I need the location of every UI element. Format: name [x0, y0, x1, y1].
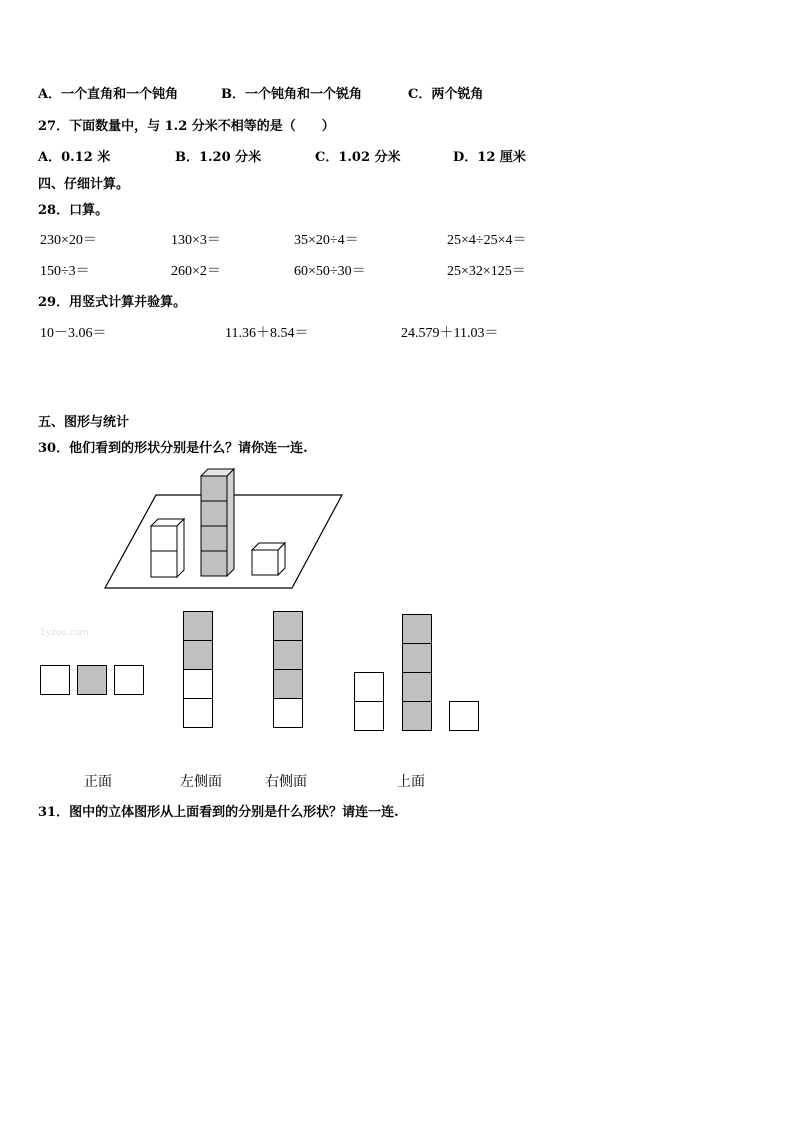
q29-expression: 11.36＋8.54＝	[225, 326, 309, 341]
q29-expression: 24.579＋11.03＝	[401, 326, 499, 341]
q28-expression: 25×4÷25×4＝	[447, 233, 527, 248]
watermark: 1yzoo.com	[40, 628, 89, 638]
view-option-1-square	[40, 665, 70, 695]
cube-arrangement-figure	[100, 464, 350, 594]
view-label-left: 左侧面	[180, 774, 222, 790]
q28-expression: 35×20÷4＝	[294, 233, 359, 248]
view-option-3-square	[273, 669, 303, 699]
q30-stem: 30．他们看到的形状分别是什么？请你连一连.	[38, 441, 308, 456]
view-label-right: 右侧面	[265, 774, 307, 790]
view-option-4-square	[402, 672, 432, 702]
view-option-4-square	[402, 701, 432, 731]
view-option-3-square	[273, 640, 303, 670]
view-option-4-square	[449, 701, 479, 731]
view-option-1-square	[77, 665, 107, 695]
view-option-2-square	[183, 611, 213, 641]
q26-option-a: A．一个直角和一个钝角	[38, 87, 179, 102]
q28-expression: 60×50÷30＝	[294, 264, 366, 279]
section-heading-4: 四、仔细计算。	[38, 177, 130, 192]
q28-expression: 130×3＝	[171, 233, 221, 248]
q29-expression: 10－3.06＝	[40, 326, 107, 341]
view-option-4-square	[402, 643, 432, 673]
q28-expression: 25×32×125＝	[447, 264, 526, 279]
view-option-4-square	[354, 672, 384, 702]
q27-option-b: B．1.20 分米	[175, 150, 262, 165]
view-option-4-square	[402, 614, 432, 644]
q28-expression: 150÷3＝	[40, 264, 90, 279]
q27-option-d: D．12 厘米	[453, 150, 526, 165]
tall-cube-stack	[201, 469, 234, 576]
q26-option-b: B．一个钝角和一个锐角	[221, 87, 362, 102]
view-option-3-square	[273, 611, 303, 641]
view-label-front: 正面	[84, 774, 112, 790]
q27-option-c: C．1.02 分米	[315, 150, 401, 165]
view-option-4-square	[354, 701, 384, 731]
view-option-1-square	[114, 665, 144, 695]
view-option-2-square	[183, 669, 213, 699]
view-option-2-square	[183, 640, 213, 670]
section-heading-5: 五、图形与统计	[38, 415, 130, 430]
q27-stem: 27．下面数量中，与 1.2 分米不相等的是（ ）	[38, 119, 335, 134]
q28-expression: 260×2＝	[171, 264, 221, 279]
view-option-3-square	[273, 698, 303, 728]
view-option-2-square	[183, 698, 213, 728]
view-label-top: 上面	[397, 774, 425, 790]
q27-option-a: A．0.12 米	[38, 150, 111, 165]
q29-stem: 29．用竖式计算并验算。	[38, 295, 187, 310]
left-cube-stack	[151, 519, 184, 577]
single-cube	[252, 543, 285, 575]
q26-option-c: C．两个锐角	[408, 87, 484, 102]
q28-stem: 28．口算。	[38, 203, 109, 218]
q28-expression: 230×20＝	[40, 233, 97, 248]
q31-stem: 31．图中的立体图形从上面看到的分别是什么形状？请连一连.	[38, 805, 399, 820]
